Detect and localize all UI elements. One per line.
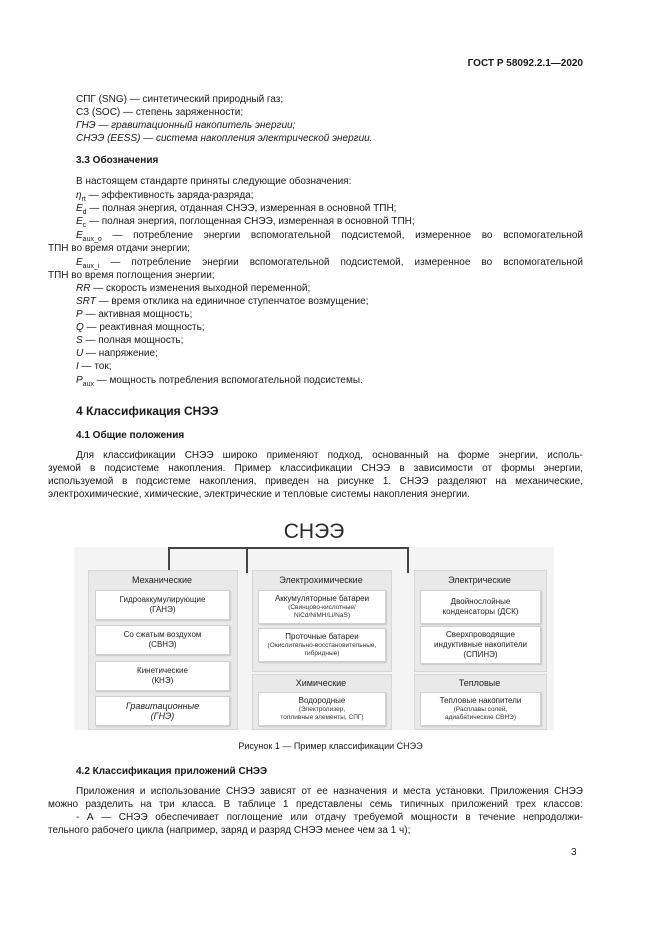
section-4-title: 4 Классификация СНЭЭ xyxy=(76,404,219,418)
paragraph-line: Для классификации СНЭЭ широко применяют подход, основанный на форме энергии, исполь- xyxy=(76,450,583,461)
electrical-head: Электрические xyxy=(448,575,511,585)
abbrev-soc: СЗ (SOC) — степень заряженности; xyxy=(76,107,244,118)
connector-line xyxy=(168,547,408,549)
notation-i: I — ток; xyxy=(76,361,112,372)
connector-line xyxy=(246,547,248,573)
notation-intro: В настоящем стандарте приняты следующие обозначения: xyxy=(76,176,352,187)
supercapacitor-box: Двойнослойные конденсаторы (ДСК) xyxy=(420,590,541,624)
notation-rr: RR — скорость изменения выходной переменной; xyxy=(76,283,311,294)
paragraph-line: Приложения и использование СНЭЭ зависят от ее назначения и места установки. Приложения СНЭЭ xyxy=(76,786,583,797)
section-4-1-title: 4.1 Общие положения xyxy=(76,430,185,441)
abbrev-sng: СПГ (SNG) — синтетический природный газ; xyxy=(76,94,284,105)
abbrev-gne: ГНЭ — гравитационный накопитель энергии; xyxy=(76,120,296,131)
classification-figure xyxy=(74,516,554,730)
hydrogen-box: Водородные (Электролизер, топливные элементы, СПГ) xyxy=(258,692,386,726)
paragraph-line: зуемой в подсистеме накопления. Пример классификации СНЭЭ в зависимости от формы энергии, xyxy=(48,463,583,474)
section-3-3-title: 3.3 Обозначения xyxy=(76,155,159,166)
notation-s: S — полная мощность; xyxy=(76,335,184,346)
pumped-hydro-box: Гидроаккумулирующие (ГАНЭ) xyxy=(95,590,230,620)
connector-line xyxy=(407,547,409,573)
paragraph-line: - А — СНЭЭ обеспечивает поглощение или отдачу требуемой мощности в течение непродолжи- xyxy=(76,812,583,823)
page-number: 3 xyxy=(571,847,577,858)
thermal-head: Тепловые xyxy=(458,678,501,688)
notation-eaux-i-cont: ТПН во время поглощения энергии; xyxy=(48,270,215,281)
notation-paux: $P_{aux}$ — мощность потребления вспомогательной подсистемы. xyxy=(76,375,363,388)
thermal-storage-box: Тепловые накопители (Расплавы солей, адиабатические СВНЭ) xyxy=(420,692,541,726)
standard-header: ГОСТ Р 58092.2.1—2020 xyxy=(467,58,583,69)
notation-u: U — напряжение; xyxy=(76,348,158,359)
mechanical-head: Механические xyxy=(132,575,192,585)
section-4-2-title: 4.2 Классификация приложений СНЭЭ xyxy=(76,766,268,777)
notation-eaux-o-cont: ТПН во время отдачи энергии; xyxy=(48,243,191,254)
chemical-head: Химические xyxy=(295,678,347,688)
notation-ed: $E_d$ — полная энергия, отданная СНЭЭ, измеренная в основной ТПН; xyxy=(76,203,397,216)
notation-p: P — активная мощность; xyxy=(76,309,193,320)
figure-title: СНЭЭ xyxy=(74,516,554,547)
flow-battery-box: Проточные батареи (Окислительно-восстановительные, гибридные) xyxy=(258,628,386,662)
notation-q: Q — реактивная мощность; xyxy=(76,322,205,333)
figure-caption: Рисунок 1 — Пример классификации СНЭЭ xyxy=(238,741,423,751)
abbrev-eess: СНЭЭ (EESS) — система накопления электрической энергии. xyxy=(76,133,373,144)
paragraph-line: электрохимические, химические, электрические и тепловые системы накопления энергии. xyxy=(48,489,470,500)
paragraph-line: используемой в подсистеме накопления, приведен на рисунке 1. СНЭЭ разделяют на механические, xyxy=(48,476,583,487)
notation-eta: $\eta_{rt}$ — эффективность заряда-разряда; xyxy=(76,190,254,203)
paragraph-line: можно разделить на три класса. В таблице 1 представлены семь типичных приложений трех классов: xyxy=(48,799,583,810)
notation-srt: SRT — время отклика на единичное ступенчатое возмущение; xyxy=(76,296,369,307)
notation-eaux-i: $E_{aux\_i}$ — потребление энергии вспомогательной подсистемой, измеренное во вспомогательной xyxy=(76,257,583,270)
compressed-air-box: Со сжатым воздухом (СВНЭ) xyxy=(95,625,230,655)
battery-box: Аккумуляторные батареи (Свинцово-кислотные/ NiCd/NiMH/Li/NaS) xyxy=(258,590,386,624)
gravity-box: Гравитационные (ГНЭ) xyxy=(95,696,230,726)
kinetic-box: Кинетические (КНЭ) xyxy=(95,661,230,691)
paragraph-line: тельного рабочего цикла (например, заряд и разряд СНЭЭ менее чем за 1 ч); xyxy=(48,825,411,836)
notation-ec: $E_c$ — полная энергия, поглощенная СНЭЭ, измеренная в основной ТПН; xyxy=(76,216,415,229)
notation-eaux-o: $E_{aux\_o}$ — потребление энергии вспомогательной подсистемой, измеренное во вспомогательной xyxy=(76,230,583,243)
electrochemical-head: Электрохимические xyxy=(279,575,363,585)
smes-box: Сверхпроводящие индуктивные накопители (СПИНЭ) xyxy=(420,626,541,664)
